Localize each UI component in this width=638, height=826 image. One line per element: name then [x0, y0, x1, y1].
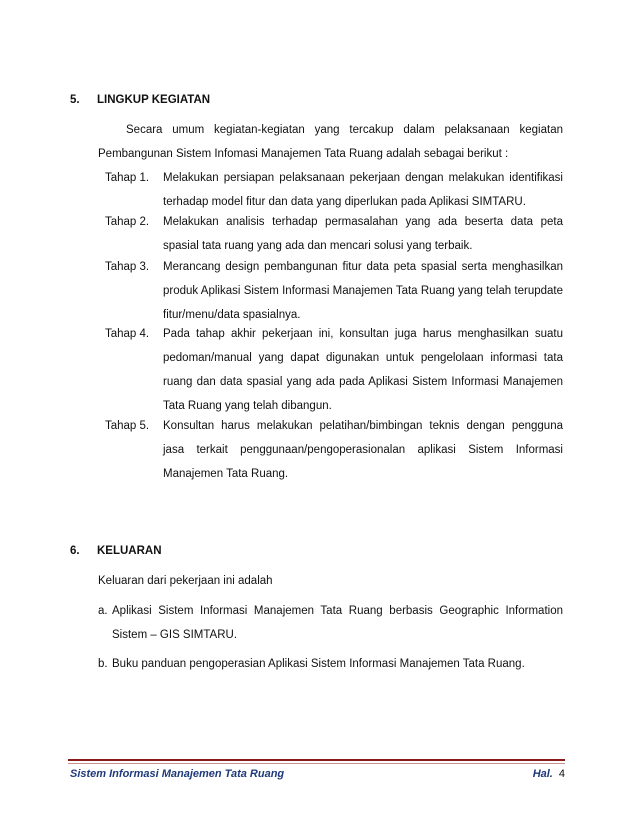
output-marker: a.	[98, 605, 108, 617]
output-item	[98, 652, 563, 676]
section-6-title: KELUARAN	[97, 545, 162, 557]
stage-label: Tahap 2.	[105, 216, 150, 228]
stage-label: Tahap 3.	[105, 261, 150, 273]
section-5-heading	[70, 94, 210, 106]
section-6-intro: Keluaran dari pekerjaan ini adalah	[98, 575, 273, 587]
stage-item	[105, 322, 563, 418]
footer-page-number	[533, 768, 565, 780]
stage-item	[105, 210, 563, 258]
output-item	[98, 599, 563, 647]
stage-text: Melakukan analisis terhadap permasalahan yang ada beserta data peta spasial tata ruang yang ada dan mencari solusi yang terbaik.	[163, 216, 563, 252]
footer-document-title: Sistem Informasi Manajemen Tata Ruang	[70, 768, 285, 780]
section-6-number: 6.	[70, 545, 80, 557]
footer-divider-thin	[68, 763, 565, 764]
section-5-title: LINGKUP KEGIATAN	[97, 94, 211, 106]
footer-page-value: 4	[558, 768, 565, 780]
stage-text: Merancang design pembangunan fitur data peta spasial serta menghasilkan produk Aplikasi Sistem Informasi Manajemen Tata Ruang yang telah terupdate fitur/menu/data spasialnya.	[163, 261, 563, 321]
output-text: Buku panduan pengoperasian Aplikasi Sistem Informasi Manajemen Tata Ruang.	[112, 658, 525, 670]
footer-page-label: Hal.	[532, 768, 553, 780]
output-text: Aplikasi Sistem Informasi Manajemen Tata Ruang berbasis Geographic Information Sistem – GIS SIMTARU.	[112, 605, 563, 641]
stage-item	[105, 414, 563, 486]
stage-label: Tahap 5.	[105, 420, 150, 432]
stage-label: Tahap 1.	[105, 172, 150, 184]
stage-item	[105, 255, 563, 327]
stage-label: Tahap 4.	[105, 328, 150, 340]
section-5-number: 5.	[70, 94, 80, 106]
output-marker: b.	[98, 658, 108, 670]
stage-item	[105, 166, 563, 214]
stage-text: Konsultan harus melakukan pelatihan/bimbingan teknis dengan pengguna jasa terkait penggunaan/pengoperasionalan aplikasi Sistem Informasi Manajemen Tata Ruang.	[163, 420, 563, 480]
section-5-intro: Secara umum kegiatan-kegiatan yang tercakup dalam pelaksanaan kegiatan Pembangunan Sistem Infomasi Manajemen Tata Ruang adalah sebagai berikut :	[98, 124, 563, 160]
footer-divider	[68, 759, 565, 761]
stage-text: Pada tahap akhir pekerjaan ini, konsultan juga harus menghasilkan suatu pedoman/manual yang dapat digunakan untuk pengelolaan informasi tata ruang dan data spasial yang ada pada Aplikasi Sistem Informasi Manajemen Tata Ruang yang telah dibangun.	[163, 328, 563, 412]
section-6-heading	[70, 545, 162, 557]
stage-text: Melakukan persiapan pelaksanaan pekerjaan dengan melakukan identifikasi terhadap model fitur dan data yang diperlukan pada Aplikasi SIMTARU.	[163, 172, 563, 208]
